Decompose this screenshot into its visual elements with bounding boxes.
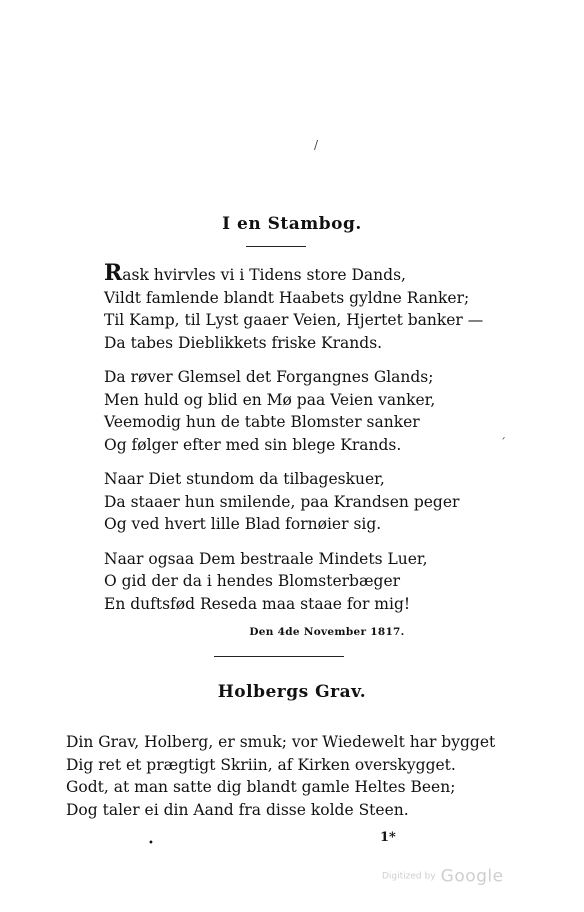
stanza-4 [104, 548, 484, 616]
verse-rest: ask hvirvles vi i Tidens store Dands, [122, 266, 406, 284]
verse-line: Og ved hvert lille Blad fornøier sig. [104, 515, 382, 533]
verse-line [104, 262, 484, 287]
verse-line: Naar Diet stundom da tilbageskuer, [104, 470, 385, 488]
watermark-brand: Google [440, 866, 504, 887]
verse-line: Da staaer hun smilende, paa Krandsen peger [104, 492, 460, 511]
section-divider [214, 656, 344, 657]
verse-line: Veemodig hun de tabte Blomster sanker [104, 413, 420, 431]
verse-line: Godt, at man satte dig blandt gamle Heltes Been; [66, 778, 456, 796]
poem-title-holberg: Holbergs Grav. [217, 682, 367, 702]
verse-line: En duftsfød Reseda maa staae for mig! [104, 594, 411, 613]
stray-mark-bottom: • [148, 838, 154, 849]
verse-line: Men huld og blid en Mø paa Veien vanker, [104, 390, 436, 409]
poem-title-stambog: I en Stambog. [222, 214, 362, 234]
page-signature: 1* [380, 830, 396, 845]
verse-line: Din Grav, Holberg, er smuk; vor Wiedewelt har bygget [66, 733, 496, 751]
title-rule [246, 246, 306, 247]
digitization-watermark [382, 866, 504, 887]
drop-cap: R [104, 260, 123, 286]
stray-mark-side: ´ [500, 436, 506, 450]
stanza-1 [104, 262, 484, 354]
verse-line: Naar ogsaa Dem bestraale Mindets Luer, [104, 549, 428, 568]
verse-line: Dig ret et prægtigt Skriin, af Kirken overskygget. [66, 755, 456, 774]
verse-line: O gid der da i hendes Blomsterbæger [104, 572, 401, 590]
poem-stambog [104, 262, 484, 615]
poem-holberg [66, 731, 496, 821]
poem-date: Den 4de November 1817. [249, 626, 405, 638]
stanza-2 [104, 366, 484, 456]
verse-line: Til Kamp, til Lyst gaaer Veien, Hjertet banker — [104, 311, 484, 329]
verse-line: Da røver Glemsel det Forgangnes Glands; [104, 368, 434, 386]
verse-line: Da tabes Dieblikkets friske Krands. [104, 333, 383, 352]
verse-line: Og følger efter med sin blege Krands. [104, 435, 402, 454]
stray-mark: / [314, 138, 319, 152]
watermark-prefix: Digitized by [382, 871, 436, 882]
verse-line: Vildt famlende blandt Haabets gyldne Ranker; [104, 288, 470, 307]
verse-line: Dog taler ei din Aand fra disse kolde Steen. [66, 800, 409, 819]
stanza-3 [104, 468, 484, 536]
